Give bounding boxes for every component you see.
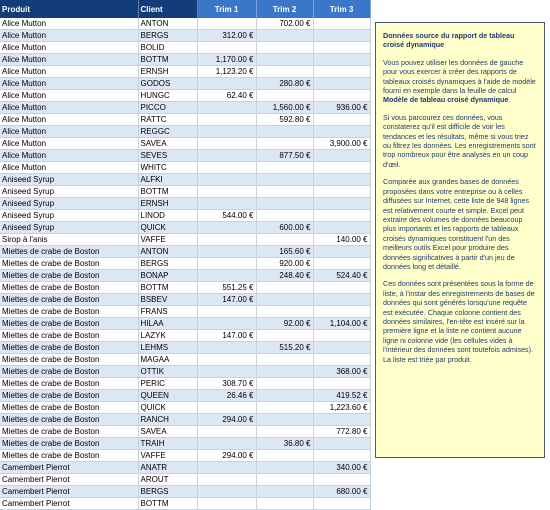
table-row (0, 462, 370, 474)
cell-trim-3[interactable] (313, 54, 370, 66)
cell-trim-3[interactable]: 1,223.60 € (313, 402, 370, 414)
table-row (0, 138, 370, 150)
cell-client[interactable]: PICCO (138, 102, 197, 114)
table-row (0, 378, 370, 390)
table-row (0, 174, 370, 186)
header-trim-1[interactable]: Trim 1 (197, 0, 256, 18)
cell-trim-2[interactable]: 877.50 € (256, 150, 313, 162)
cell-trim-2[interactable] (256, 66, 313, 78)
table-body (0, 18, 370, 510)
cell-produit[interactable]: Miettes de crabe de Boston (0, 270, 138, 282)
cell-trim-2[interactable] (256, 30, 313, 42)
cell-client[interactable]: BOTTM (138, 186, 197, 198)
cell-trim-1[interactable] (197, 186, 256, 198)
cell-trim-2[interactable]: 600.00 € (256, 222, 313, 234)
cell-client[interactable]: BERGS (138, 30, 197, 42)
cell-trim-2[interactable] (256, 486, 313, 498)
table-row (0, 126, 370, 138)
cell-trim-1[interactable] (197, 78, 256, 90)
cell-produit[interactable]: Aniseed Syrup (0, 198, 138, 210)
table-row (0, 390, 370, 402)
cell-trim-1[interactable] (197, 270, 256, 282)
cell-trim-1[interactable]: 308.70 € (197, 378, 256, 390)
cell-client[interactable]: WHITC (138, 162, 197, 174)
cell-client[interactable]: ERNSH (138, 198, 197, 210)
table-row (0, 258, 370, 270)
cell-trim-2[interactable] (256, 450, 313, 462)
cell-trim-1[interactable] (197, 162, 256, 174)
cell-trim-2[interactable]: 280.80 € (256, 78, 313, 90)
table-row (0, 354, 370, 366)
cell-trim-2[interactable] (256, 366, 313, 378)
cell-produit[interactable]: Aniseed Syrup (0, 222, 138, 234)
cell-trim-2[interactable] (256, 414, 313, 426)
panel-paragraph-1-text: Vous pouvez utiliser les données de gauche pour vous exercer à créer des rapports de tableaux croisés dynamiques à l'aide de modèle fourni en exemple dans la feuille de calcul (383, 57, 536, 96)
cell-produit[interactable]: Miettes de crabe de Boston (0, 318, 138, 330)
cell-produit[interactable]: Miettes de crabe de Boston (0, 438, 138, 450)
cell-produit[interactable]: Alice Mutton (0, 54, 138, 66)
cell-trim-3[interactable]: 1,104.00 € (313, 318, 370, 330)
cell-produit[interactable]: Alice Mutton (0, 30, 138, 42)
cell-trim-2[interactable] (256, 186, 313, 198)
table-row (0, 342, 370, 354)
cell-trim-2[interactable] (256, 402, 313, 414)
cell-client[interactable]: HUNGC (138, 90, 197, 102)
table-row (0, 234, 370, 246)
cell-trim-2[interactable] (256, 378, 313, 390)
cell-trim-2[interactable] (256, 462, 313, 474)
cell-produit[interactable]: Miettes de crabe de Boston (0, 258, 138, 270)
cell-client[interactable]: OTTIK (138, 366, 197, 378)
cell-trim-1[interactable]: 26.46 € (197, 390, 256, 402)
cell-trim-1[interactable] (197, 366, 256, 378)
cell-trim-3[interactable] (313, 78, 370, 90)
cell-trim-3[interactable] (313, 474, 370, 486)
cell-trim-3[interactable] (313, 354, 370, 366)
cell-trim-1[interactable] (197, 18, 256, 30)
cell-trim-3[interactable]: 340.00 € (313, 462, 370, 474)
panel-paragraph-4: Ces données sont présentées sous la forme de liste, à l'instar des enregistrements de bases de données qui sont générés lorsqu'une requête est exécutée. Chaque colonne contient des données similaires, l'en-tête est inséré sur la première ligne et la liste ne contient aucune ligne ni colonne vide (les cellules vides à l'intérieur des données sont toutefois admises). La liste est triée par produit. (383, 279, 535, 364)
cell-trim-3[interactable]: 368.00 € (313, 366, 370, 378)
table-row (0, 18, 370, 30)
cell-trim-3[interactable] (313, 282, 370, 294)
cell-trim-3[interactable] (313, 450, 370, 462)
cell-trim-2[interactable] (256, 138, 313, 150)
cell-client[interactable]: BOLID (138, 42, 197, 54)
cell-client[interactable]: QUEEN (138, 390, 197, 402)
cell-client[interactable]: GODOS (138, 78, 197, 90)
cell-produit[interactable]: Miettes de crabe de Boston (0, 330, 138, 342)
cell-trim-1[interactable]: 147.00 € (197, 330, 256, 342)
cell-trim-2[interactable]: 515.20 € (256, 342, 313, 354)
cell-produit[interactable]: Miettes de crabe de Boston (0, 294, 138, 306)
cell-trim-2[interactable]: 36.80 € (256, 438, 313, 450)
table-row (0, 210, 370, 222)
cell-trim-1[interactable]: 312.00 € (197, 30, 256, 42)
cell-trim-3[interactable] (313, 114, 370, 126)
cell-produit[interactable]: Miettes de crabe de Boston (0, 366, 138, 378)
cell-produit[interactable]: Alice Mutton (0, 126, 138, 138)
cell-produit[interactable]: Alice Mutton (0, 42, 138, 54)
cell-trim-2[interactable] (256, 498, 313, 510)
cell-trim-3[interactable]: 936.00 € (313, 102, 370, 114)
cell-trim-1[interactable] (197, 462, 256, 474)
cell-client[interactable]: ANATR (138, 462, 197, 474)
cell-produit[interactable]: Alice Mutton (0, 90, 138, 102)
panel-paragraph-1 (383, 58, 537, 105)
table-row (0, 402, 370, 414)
cell-trim-3[interactable]: 524.40 € (313, 270, 370, 282)
cell-trim-1[interactable] (197, 42, 256, 54)
cell-trim-3[interactable] (313, 438, 370, 450)
cell-client[interactable]: SAVEA (138, 426, 197, 438)
cell-trim-2[interactable] (256, 354, 313, 366)
cell-trim-2[interactable] (256, 282, 313, 294)
cell-produit[interactable]: Alice Mutton (0, 138, 138, 150)
table-row (0, 282, 370, 294)
cell-produit[interactable]: Aniseed Syrup (0, 174, 138, 186)
cell-trim-1[interactable] (197, 426, 256, 438)
table-row (0, 294, 370, 306)
table-row (0, 162, 370, 174)
table-row (0, 450, 370, 462)
cell-trim-3[interactable] (313, 306, 370, 318)
header-trim-2[interactable]: Trim 2 (256, 0, 313, 18)
cell-trim-2[interactable] (256, 126, 313, 138)
cell-produit[interactable]: Miettes de crabe de Boston (0, 450, 138, 462)
cell-client[interactable]: QUICK (138, 222, 197, 234)
cell-trim-1[interactable] (197, 258, 256, 270)
cell-trim-3[interactable] (313, 414, 370, 426)
cell-trim-1[interactable]: 294.00 € (197, 414, 256, 426)
cell-produit[interactable]: Miettes de crabe de Boston (0, 402, 138, 414)
cell-trim-2[interactable] (256, 174, 313, 186)
cell-trim-1[interactable]: 1,170.00 € (197, 54, 256, 66)
cell-produit[interactable]: Aniseed Syrup (0, 210, 138, 222)
table-row (0, 306, 370, 318)
cell-trim-3[interactable] (313, 90, 370, 102)
cell-trim-3[interactable] (313, 174, 370, 186)
cell-trim-1[interactable] (197, 114, 256, 126)
cell-trim-2[interactable] (256, 474, 313, 486)
cell-trim-3[interactable] (313, 42, 370, 54)
cell-trim-1[interactable] (197, 246, 256, 258)
info-panel (375, 22, 545, 458)
table-row (0, 54, 370, 66)
cell-trim-3[interactable] (313, 342, 370, 354)
cell-trim-1[interactable]: 1,123.20 € (197, 66, 256, 78)
cell-produit[interactable]: Miettes de crabe de Boston (0, 390, 138, 402)
cell-trim-2[interactable] (256, 330, 313, 342)
cell-trim-1[interactable] (197, 306, 256, 318)
table-row (0, 426, 370, 438)
cell-trim-2[interactable]: 702.00 € (256, 18, 313, 30)
table-row (0, 222, 370, 234)
cell-produit[interactable]: Alice Mutton (0, 66, 138, 78)
cell-trim-2[interactable] (256, 210, 313, 222)
cell-trim-1[interactable] (197, 342, 256, 354)
cell-produit[interactable]: Camembert Pierrot (0, 462, 138, 474)
cell-client[interactable]: BERGS (138, 486, 197, 498)
panel-paragraph-3: Comparée aux grandes bases de données proposées dans votre entreprise ou à celles diffusées sur Internet, cette liste de 948 lignes est relativement courte et simple. Excel peut extraire des volumes de données beaucoup plus importants et les rapports de tableaux croisés dynamiques constituent l'un des meilleurs outils Excel pour produire des données significatives à partir d'un jeu de données long et détaillé. (383, 177, 530, 271)
cell-client[interactable]: BOTTM (138, 54, 197, 66)
cell-trim-3[interactable]: 140.00 € (313, 234, 370, 246)
cell-trim-1[interactable] (197, 222, 256, 234)
cell-trim-3[interactable] (313, 498, 370, 510)
table-row (0, 114, 370, 126)
cell-trim-2[interactable] (256, 294, 313, 306)
cell-trim-1[interactable] (197, 498, 256, 510)
cell-client[interactable]: LINOD (138, 210, 197, 222)
cell-trim-1[interactable] (197, 102, 256, 114)
cell-trim-2[interactable] (256, 162, 313, 174)
header-row: Produit Client Trim 1 Trim 2 Trim 3 Trim 4 (2, 0, 390, 18)
cell-produit[interactable]: Miettes de crabe de Boston (0, 306, 138, 318)
table-row (0, 150, 370, 162)
cell-trim-2[interactable] (256, 42, 313, 54)
cell-trim-2[interactable] (256, 426, 313, 438)
cell-trim-1[interactable]: 62.40 € (197, 90, 256, 102)
cell-client[interactable]: BSBEV (138, 294, 197, 306)
cell-client[interactable]: ERNSH (138, 66, 197, 78)
cell-client[interactable]: ANTON (138, 246, 197, 258)
cell-client[interactable]: BERGS (138, 258, 197, 270)
cell-trim-1[interactable] (197, 438, 256, 450)
panel-paragraph-2: Si vous parcourez ces données, vous constaterez qu'il est difficile de voir les tendances et les résultats, même si vous triez ou filtrez les données. Les enregistrements sont trop nombreux pour être analysés en un coup d'œil. (383, 112, 536, 169)
cell-client[interactable]: LEHMS (138, 342, 197, 354)
cell-trim-1[interactable]: 544.00 € (197, 210, 256, 222)
cell-trim-1[interactable] (197, 198, 256, 210)
cell-trim-2[interactable] (256, 198, 313, 210)
cell-produit[interactable]: Miettes de crabe de Boston (0, 426, 138, 438)
cell-produit[interactable]: Sirop à l'anis (0, 234, 138, 246)
cell-trim-3[interactable]: 680.00 € (313, 486, 370, 498)
cell-trim-2[interactable]: 92.00 € (256, 318, 313, 330)
table-row (0, 42, 370, 54)
table-row (0, 270, 370, 282)
cell-client[interactable]: AROUT (138, 474, 197, 486)
table-row (0, 90, 370, 102)
cell-client[interactable]: ALFKI (138, 174, 197, 186)
cell-trim-3[interactable] (313, 198, 370, 210)
cell-trim-3[interactable]: 419.52 € (313, 390, 370, 402)
cell-trim-1[interactable]: 147.00 € (197, 294, 256, 306)
cell-client[interactable]: REGGC (138, 126, 197, 138)
cell-client[interactable]: BONAP (138, 270, 197, 282)
table-row (0, 186, 370, 198)
cell-trim-3[interactable] (313, 126, 370, 138)
cell-trim-1[interactable]: 551.25 € (197, 282, 256, 294)
cell-trim-1[interactable] (197, 486, 256, 498)
cell-trim-2[interactable] (256, 90, 313, 102)
cell-client[interactable]: MAGAA (138, 354, 197, 366)
cell-produit[interactable]: Alice Mutton (0, 150, 138, 162)
cell-produit[interactable]: Alice Mutton (0, 162, 138, 174)
cell-trim-2[interactable] (256, 234, 313, 246)
cell-client[interactable]: PERIC (138, 378, 197, 390)
cell-client[interactable]: RATTC (138, 114, 197, 126)
table-row (0, 330, 370, 342)
header-client[interactable]: Client (138, 0, 197, 18)
cell-client[interactable]: ANTON (138, 18, 197, 30)
cell-trim-1[interactable] (197, 402, 256, 414)
cell-trim-2[interactable] (256, 390, 313, 402)
cell-produit[interactable]: Miettes de crabe de Boston (0, 354, 138, 366)
cell-trim-1[interactable] (197, 234, 256, 246)
header-produit[interactable]: Produit (0, 0, 138, 18)
header-trim-3[interactable]: Trim 3 (313, 0, 370, 18)
cell-trim-1[interactable] (197, 126, 256, 138)
cell-trim-2[interactable]: 1,560.00 € (256, 102, 313, 114)
cell-client[interactable]: BOTTM (138, 498, 197, 510)
table-row (0, 102, 370, 114)
cell-trim-3[interactable]: 772.80 € (313, 426, 370, 438)
cell-trim-3[interactable]: 3,900.00 € (313, 138, 370, 150)
cell-trim-3[interactable] (313, 210, 370, 222)
table-row (0, 414, 370, 426)
cell-trim-1[interactable] (197, 354, 256, 366)
cell-client[interactable]: FRANS (138, 306, 197, 318)
cell-produit[interactable]: Miettes de crabe de Boston (0, 414, 138, 426)
cell-trim-2[interactable]: 165.60 € (256, 246, 313, 258)
table-row (0, 198, 370, 210)
cell-client[interactable]: VAFFE (138, 234, 197, 246)
cell-trim-3[interactable] (313, 150, 370, 162)
table-row (0, 66, 370, 78)
cell-trim-1[interactable] (197, 474, 256, 486)
cell-trim-2[interactable] (256, 306, 313, 318)
cell-client[interactable]: QUICK (138, 402, 197, 414)
cell-produit[interactable]: Alice Mutton (0, 114, 138, 126)
panel-title: Données source du rapport de tableau croisé dynamique (383, 31, 515, 50)
cell-produit[interactable]: Miettes de crabe de Boston (0, 342, 138, 354)
cell-trim-3[interactable] (313, 186, 370, 198)
cell-trim-1[interactable] (197, 138, 256, 150)
table-row (0, 474, 370, 486)
table-row (0, 78, 370, 90)
cell-trim-2[interactable]: 920.00 € (256, 258, 313, 270)
cell-produit[interactable]: Alice Mutton (0, 18, 138, 30)
cell-client[interactable]: BOTTM (138, 282, 197, 294)
cell-trim-3[interactable] (313, 162, 370, 174)
cell-client[interactable]: SEVES (138, 150, 197, 162)
cell-produit[interactable]: Alice Mutton (0, 102, 138, 114)
table-row (0, 438, 370, 450)
cell-produit[interactable]: Miettes de crabe de Boston (0, 282, 138, 294)
panel-paragraph-1-end: . (508, 95, 511, 105)
cell-produit[interactable]: Alice Mutton (0, 78, 138, 90)
table-row (0, 318, 370, 330)
cell-trim-2[interactable] (256, 54, 313, 66)
cell-client[interactable]: TRAIH (138, 438, 197, 450)
cell-trim-3[interactable] (313, 330, 370, 342)
cell-trim-3[interactable] (313, 258, 370, 270)
cell-produit[interactable]: Camembert Pierrot (0, 474, 138, 486)
cell-produit[interactable]: Camembert Pierrot (0, 486, 138, 498)
cell-trim-1[interactable] (197, 318, 256, 330)
table-row (0, 498, 370, 510)
cell-trim-3[interactable] (313, 30, 370, 42)
cell-trim-2[interactable]: 248.40 € (256, 270, 313, 282)
cell-trim-3[interactable] (313, 246, 370, 258)
cell-client[interactable]: SAVEA (138, 138, 197, 150)
table-row (0, 486, 370, 498)
cell-client[interactable]: HILAA (138, 318, 197, 330)
table-row (0, 366, 370, 378)
cell-trim-2[interactable]: 592.80 € (256, 114, 313, 126)
cell-client[interactable]: RANCH (138, 414, 197, 426)
table-row (0, 246, 370, 258)
cell-trim-3[interactable] (313, 222, 370, 234)
cell-trim-1[interactable]: 294.00 € (197, 450, 256, 462)
table-row (0, 30, 370, 42)
cell-trim-3[interactable] (313, 378, 370, 390)
cell-produit[interactable]: Miettes de crabe de Boston (0, 246, 138, 258)
cell-trim-3[interactable] (313, 66, 370, 78)
cell-produit[interactable]: Aniseed Syrup (0, 186, 138, 198)
cell-trim-3[interactable] (313, 18, 370, 30)
cell-produit[interactable]: Miettes de crabe de Boston (0, 378, 138, 390)
cell-trim-1[interactable] (197, 174, 256, 186)
cell-trim-1[interactable] (197, 150, 256, 162)
cell-client[interactable]: VAFFE (138, 450, 197, 462)
cell-trim-3[interactable] (313, 294, 370, 306)
cell-produit[interactable]: Camembert Pierrot (0, 498, 138, 510)
cell-client[interactable]: LAZYK (138, 330, 197, 342)
panel-sheet-reference: Modèle de tableau croisé dynamique (383, 95, 509, 105)
